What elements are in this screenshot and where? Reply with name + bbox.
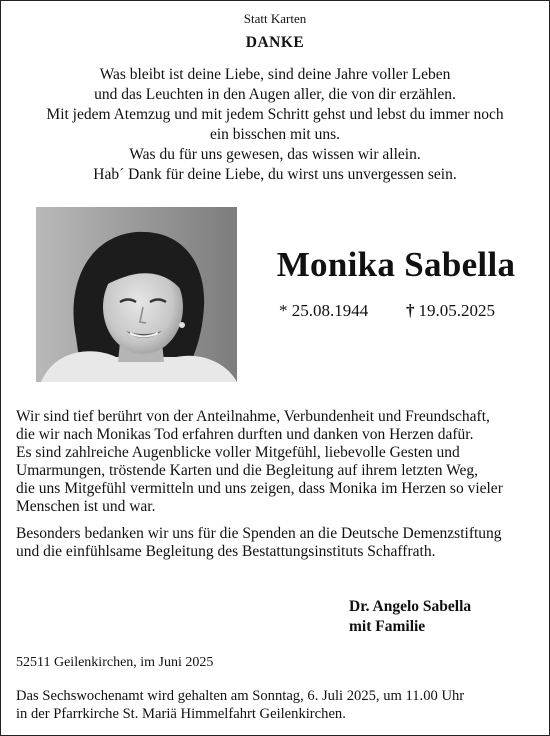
cross-icon: † [406, 301, 415, 320]
poem-line: Mit jedem Atemzug und mit jedem Schritt gehst und lebst du immer noch [46, 106, 504, 123]
signature-family: mit Familie [349, 618, 426, 635]
deceased-name: Monika Sabella [276, 245, 516, 284]
birth-date: * 25.08.1944 [279, 301, 369, 320]
death-date-group [406, 301, 495, 321]
poem [1, 65, 549, 185]
portrait-photo [36, 207, 237, 382]
body-line: Menschen ist und war. [16, 498, 156, 515]
death-date: 19.05.2025 [418, 301, 495, 320]
poem-line: und das Leuchten in den Augen aller, die von dir erzählen. [94, 86, 456, 103]
place-date: 52511 Geilenkirchen, im Juni 2025 [16, 655, 214, 670]
signature-name: Dr. Angelo Sabella [349, 598, 472, 615]
header-title: DANKE [245, 34, 305, 51]
poem-line: Hab´ Dank für deine Liebe, du wirst uns unvergessen sein. [93, 166, 457, 183]
header-statt-karten: Statt Karten [243, 11, 307, 26]
mass-notice [16, 687, 464, 723]
notice-line: Das Sechswochenamt wird gehalten am Sonntag, 6. Juli 2025, um 11.00 Uhr [16, 688, 465, 704]
thank-you-text [16, 408, 541, 561]
body-line: die uns Mitgefühl vermitteln und uns zeigen, dass Monika im Herzen so vieler [16, 480, 503, 497]
portrait-image [36, 207, 237, 382]
body-line: die wir nach Monikas Tod erfahren durften und danken von Herzen dafür. [16, 426, 474, 443]
body-line: Besonders bedanken wir uns für die Spenden an die Deutsche Demenzstiftung [16, 525, 502, 542]
body-line: Wir sind tief berührt von der Anteilnahme, Verbundenheit und Freundschaft, [16, 408, 490, 425]
notice-line: in der Pfarrkirche St. Mariä Himmelfahrt Geilenkirchen. [16, 706, 346, 722]
body-line: Umarmungen, tröstende Karten und die Begleitung auf ihrem letzten Weg, [16, 462, 479, 479]
poem-line: ein bisschen mit uns. [209, 126, 341, 143]
signature [349, 597, 471, 637]
body-line: und die einfühlsame Begleitung des Bestattungsinstituts Schaffrath. [16, 543, 436, 560]
body-line: Es sind zahlreiche Augenblicke voller Mitgefühl, liebevolle Gesten und [16, 444, 460, 461]
poem-line: Was bleibt ist deine Liebe, sind deine Jahre voller Leben [99, 66, 451, 83]
poem-line: Was du für uns gewesen, das wissen wir allein. [129, 146, 421, 163]
